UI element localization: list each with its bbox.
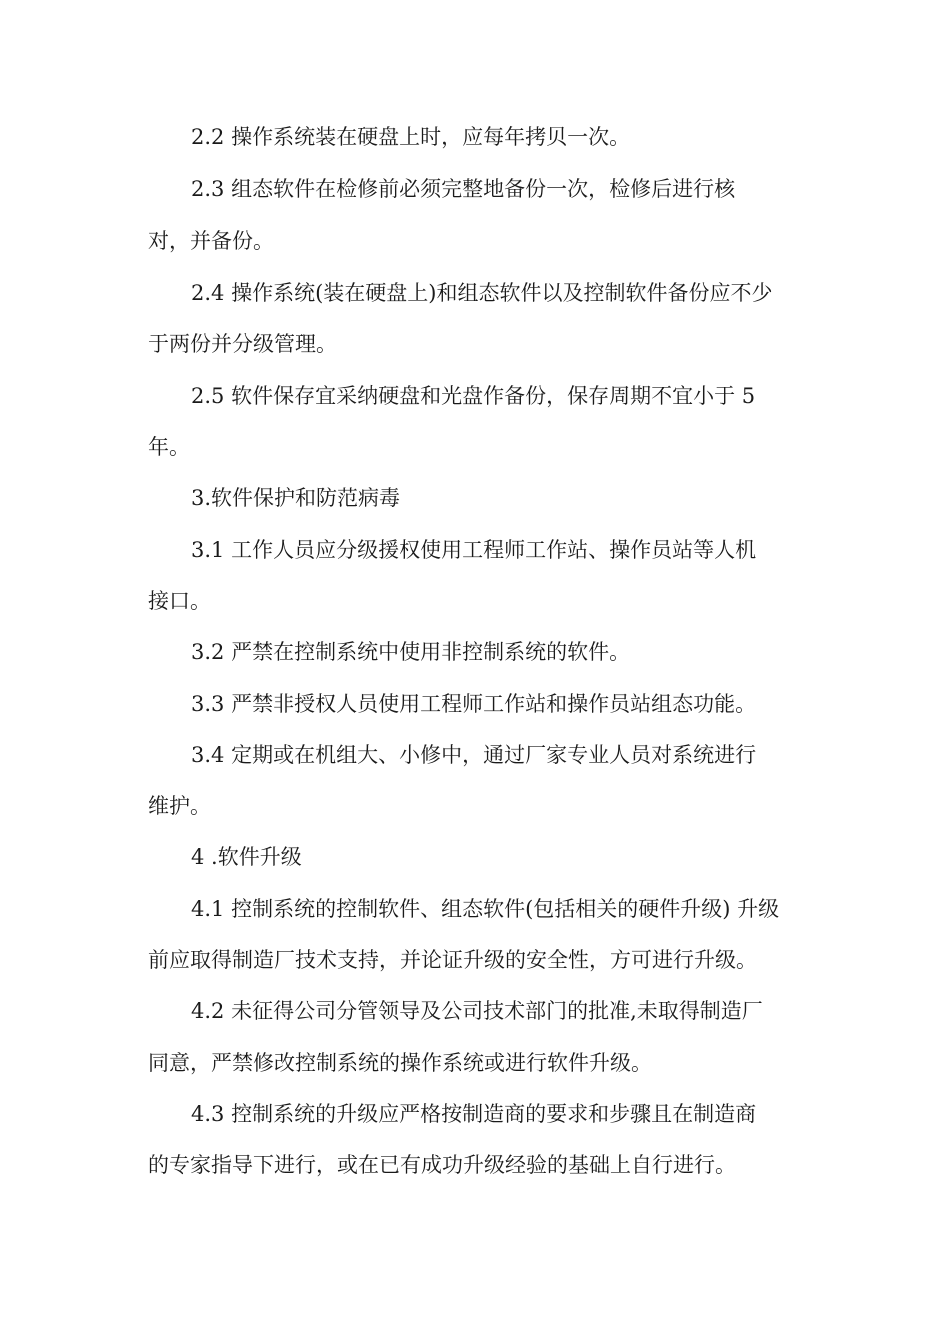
paragraph-4-2-line-2: 同意，严禁修改控制系统的操作系统或进行软件升级。 bbox=[148, 1051, 652, 1075]
paragraph-3-2: 3.2 严禁在控制系统中使用非控制系统的软件。 bbox=[191, 640, 631, 664]
paragraph-4-1-line-1: 4.1 控制系统的控制软件、组态软件(包括相关的硬件升级) 升级 bbox=[191, 897, 780, 921]
paragraph-3-1-line-2: 接口。 bbox=[148, 589, 211, 613]
section-3-heading: 3.软件保护和防范病毒 bbox=[191, 486, 401, 510]
paragraph-3-3: 3.3 严禁非授权人员使用工程师工作站和操作员站组态功能。 bbox=[191, 692, 757, 716]
paragraph-2-5-line-2: 年。 bbox=[148, 435, 190, 459]
paragraph-4-1-line-2: 前应取得制造厂技术支持，并论证升级的安全性，方可进行升级。 bbox=[148, 948, 757, 972]
paragraph-2-4-line-1: 2.4 操作系统(装在硬盘上)和组态软件以及控制软件备份应不少 bbox=[191, 281, 773, 305]
paragraph-2-5-line-1: 2.5 软件保存宜采纳硬盘和光盘作备份，保存周期不宜小于 5 bbox=[191, 384, 756, 408]
paragraph-4-2-line-1: 4.2 未征得公司分管领导及公司技术部门的批准,未取得制造厂 bbox=[191, 999, 763, 1023]
paragraph-2-3-line-2: 对，并备份。 bbox=[148, 229, 274, 253]
section-4-heading: 4 .软件升级 bbox=[191, 845, 302, 869]
paragraph-3-4-line-2: 维护。 bbox=[148, 794, 211, 818]
paragraph-4-3-line-1: 4.3 控制系统的升级应严格按制造商的要求和步骤且在制造商 bbox=[191, 1102, 757, 1126]
paragraph-2-3-line-1: 2.3 组态软件在检修前必须完整地备份一次，检修后进行核 bbox=[191, 177, 736, 201]
paragraph-3-1-line-1: 3.1 工作人员应分级援权使用工程师工作站、操作员站等人机 bbox=[191, 538, 757, 562]
paragraph-4-3-line-2: 的专家指导下进行，或在已有成功升级经验的基础上自行进行。 bbox=[148, 1153, 736, 1177]
paragraph-3-4-line-1: 3.4 定期或在机组大、小修中，通过厂家专业人员对系统进行 bbox=[191, 743, 757, 767]
paragraph-2-2: 2.2 操作系统装在硬盘上时，应每年拷贝一次。 bbox=[191, 125, 631, 149]
paragraph-2-4-line-2: 于两份并分级管理。 bbox=[148, 332, 337, 356]
